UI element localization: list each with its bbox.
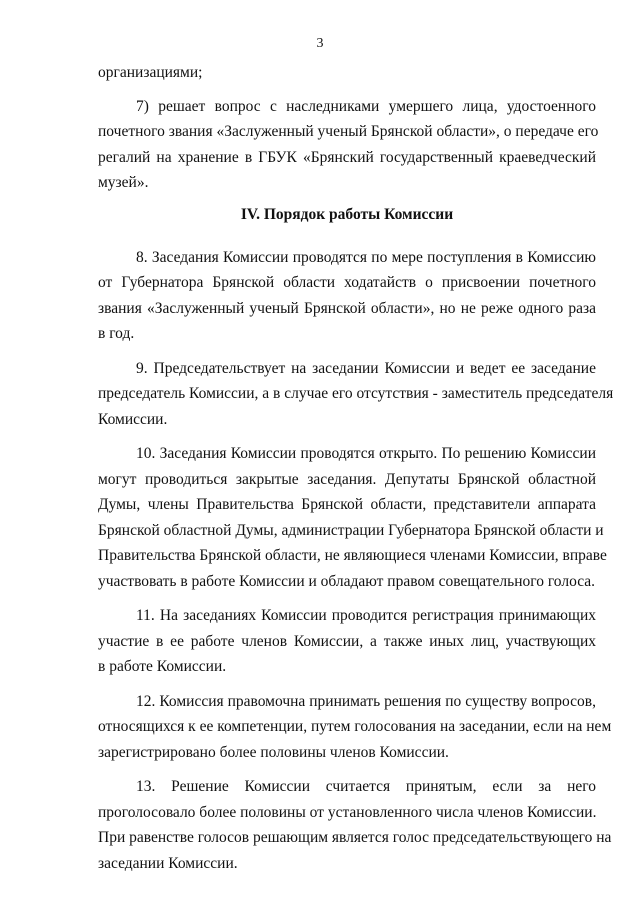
paragraph-item-12 — [98, 689, 612, 766]
paragraph-item-13 — [98, 774, 612, 876]
page-number: 3 — [316, 36, 324, 51]
text-line: относящихся к ее компетенции, путем голосования на заседании, если на нем — [98, 718, 612, 735]
text-line: организациями; — [98, 64, 203, 81]
paragraph-item-10 — [98, 441, 607, 594]
section-heading: IV. Порядок работы Комиссии — [240, 205, 454, 223]
text-line: Комиссии. — [98, 410, 168, 428]
text-line: могут проводиться закрытые заседания. Депутаты Брянской областной — [98, 470, 596, 488]
text-line: от Губернатора Брянской области ходатайств о присвоении почетного — [98, 274, 596, 291]
text-line: регалий на хранение в ГБУК «Брянский государственный краеведческий — [98, 148, 596, 166]
text-line: При равенстве голосов решающим является голос председательствующего на — [98, 829, 612, 846]
text-line: 10. Заседания Комиссии проводятся открыто. По решению Комиссии — [136, 445, 596, 462]
paragraph-item-8 — [98, 245, 596, 347]
text-line: музей». — [98, 174, 149, 191]
text-line: 7) решает вопрос с наследниками умершего лица, удостоенного — [136, 97, 596, 115]
text-line: зарегистрировано более половины членов Комиссии. — [98, 743, 449, 761]
text-line: звания «Заслуженный ученый Брянской области», но не реже одного раза — [98, 299, 596, 317]
text-line: Брянской областной Думы, администрации Губернатора Брянской области и — [98, 521, 604, 539]
text-line: 13. Решение Комиссии считается принятым, если за него — [136, 778, 596, 795]
text-line: в работе Комиссии. — [98, 658, 227, 675]
text-line: Правительства Брянской области, не являющиеся членами Комиссии, вправе — [98, 547, 607, 564]
intro-line — [98, 60, 596, 86]
text-line: в год. — [98, 325, 135, 342]
text-line: участвовать в работе Комиссии и обладают правом совещательного голоса. — [98, 572, 596, 590]
document-body — [98, 60, 614, 876]
text-line: председатель Комиссии, а в случае его отсутствия - заместитель председателя — [98, 385, 614, 402]
text-line: заседании Комиссии. — [98, 854, 238, 872]
text-line: проголосовало более половины от установленного числа членов Комиссии. — [98, 803, 597, 821]
text-line: 8. Заседания Комиссии проводятся по мере поступления в Комиссию — [136, 248, 596, 266]
paragraph-item-11 — [98, 603, 596, 680]
text-line: участие в ее работе членов Комиссии, а также иных лиц, участвующих — [98, 632, 596, 650]
text-line: 12. Комиссия правомочна принимать решения по существу вопросов, — [136, 692, 596, 710]
text-line: 9. Председательствует на заседании Комиссии и ведет ее заседание — [136, 359, 596, 377]
paragraph-item-7 — [98, 94, 599, 196]
text-line: почетного звания «Заслуженный ученый Брянской области», о передаче его — [98, 123, 599, 140]
paragraph-item-9 — [98, 356, 614, 433]
text-line: 11. На заседаниях Комиссии проводится регистрация принимающих — [136, 607, 596, 624]
text-line: Думы, члены Правительства Брянской области, представители аппарата — [98, 496, 596, 513]
